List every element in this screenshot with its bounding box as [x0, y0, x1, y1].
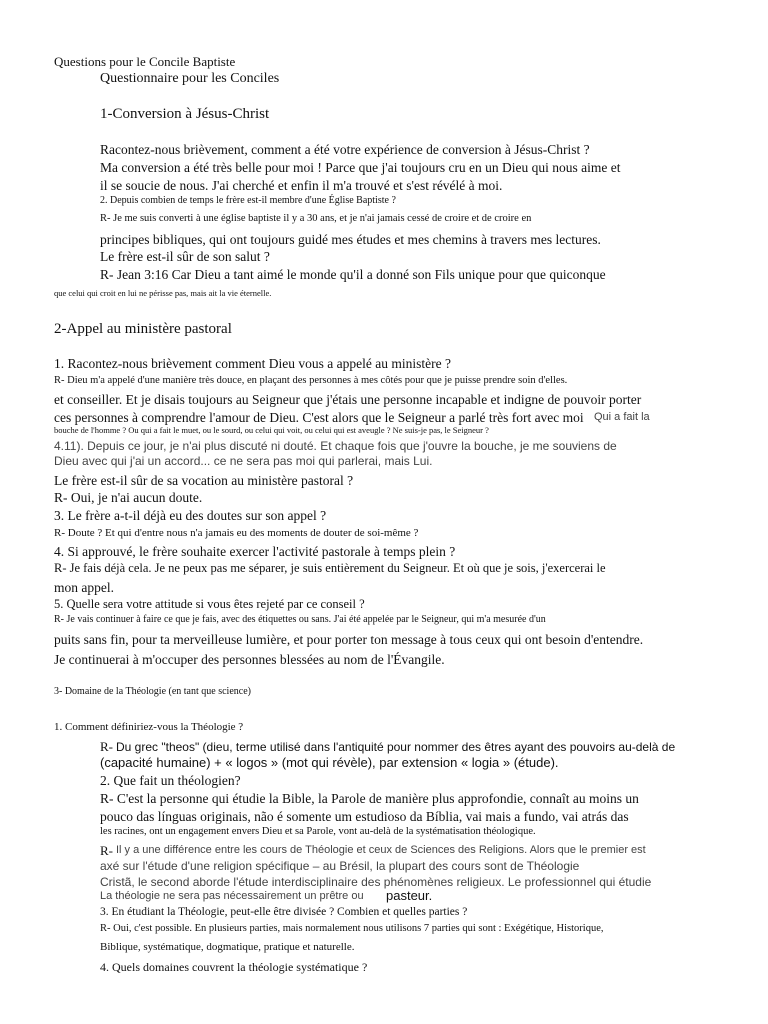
question-line: 1. Comment définiriez-vous la Théologie ? [54, 721, 244, 733]
answer-line: mon appel. [54, 580, 114, 595]
document-subtitle: Questionnaire pour les Conciles [100, 71, 280, 86]
answer-line: puits sans fin, pour ta merveilleuse lumière, et pour porter ton message à tous ceux qui ont besoin d'entendre. [54, 632, 644, 647]
document-title: Questions pour le Concile Baptiste [54, 54, 236, 69]
question-line: 5. Quelle sera votre attitude si vous êtes rejeté par ce conseil ? [54, 597, 365, 611]
answer-line: les racines, ont un engagement envers Dieu et sa Parole, vont au-delà de la systématisation théologique. [100, 826, 536, 837]
answer-line: R- Jean 3:16 Car Dieu a tant aimé le monde qu'il a donné son Fils unique pour que quiconque [100, 267, 606, 282]
question-line: 4. Quels domaines couvrent la théologie systématique ? [100, 960, 368, 974]
answer-line: R- Oui, c'est possible. En plusieurs parties, mais normalement nous utilisons 7 parties qui sont : Exégétique, Historique, [100, 923, 604, 934]
answer-line: R- Je fais déjà cela. Je ne peux pas me séparer, je suis entièrement du Seigneur. Et où que je sois, j'exercerai le [54, 561, 606, 575]
answer-line: Ma conversion a été très belle pour moi ! Parce que j'ai toujours cru en un Dieu qui nous aime et [100, 160, 621, 175]
answer-line: ces personnes à comprendre l'amour de Dieu. C'est alors que le Seigneur a parlé très fort avec moi [54, 410, 584, 425]
answer-line: pouco das línguas originais, não é somente um estudioso da Bíblia, vai mais a fundo, vai atrás das [100, 809, 629, 824]
answer-line: que celui qui croit en lui ne périsse pas, mais ait la vie éternelle. [54, 288, 272, 298]
answer-marker: R- [100, 843, 113, 858]
answer-line: R- Je me suis converti à une église baptiste il y a 30 ans, et je n'ai jamais cessé de croire et de croire en [100, 213, 532, 224]
section-heading-conversion: 1-Conversion à Jésus-Christ [100, 106, 270, 122]
answer-line: et conseiller. Et je disais toujours au Seigneur que j'étais une personne incapable et indigne de pouvoir porter [54, 392, 642, 407]
question-line: 2. Que fait un théologien? [100, 773, 241, 788]
answer-line: il se soucie de nous. J'ai cherché et enfin il m'a trouvé et s'est révélé à moi. [100, 178, 503, 193]
question-line: 2. Depuis combien de temps le frère est-il membre d'une Église Baptiste ? [100, 195, 396, 206]
answer-line: Du grec "theos" (dieu, terme utilisé dans l'antiquité pour nommer des êtres ayant des pouvoirs au-delà de [116, 740, 676, 754]
section-heading-pastoral-call: 2-Appel au ministère pastoral [54, 321, 232, 337]
question-line: Racontez-nous brièvement, comment a été votre expérience de conversion à Jésus-Christ ? [100, 142, 590, 157]
question-line: 4. Si approuvé, le frère souhaite exercer l'activité pastorale à temps plein ? [54, 544, 456, 559]
answer-line: Cristã, le second aborde l'étude interdisciplinaire des phénomènes religieux. Le professionnel qui étudie [100, 875, 652, 889]
question-line: Le frère est-il sûr de son salut ? [100, 249, 270, 264]
answer-line: Qui a fait la [594, 411, 650, 423]
answer-line: principes bibliques, qui ont toujours guidé mes études et mes chemins à travers mes lectures. [100, 232, 601, 247]
answer-line: La théologie ne sera pas nécessairement un prêtre ou [100, 890, 364, 902]
answer-line: R- Doute ? Et qui d'entre nous n'a jamais eu des moments de douter de soi-même ? [54, 527, 419, 539]
answer-line: Dieu avec qui j'ai un accord... ce ne sera pas moi qui parlerai, mais Lui. [54, 454, 433, 468]
question-line: 1. Racontez-nous brièvement comment Dieu vous a appelé au ministère ? [54, 356, 451, 371]
answer-line: pasteur. [386, 888, 433, 903]
question-line: 3. En étudiant la Théologie, peut-elle être divisée ? Combien et quelles parties ? [100, 906, 468, 918]
answer-line: 4.11). Depuis ce jour, je n'ai plus discuté ni douté. Et chaque fois que j'ouvre la bouche, je me souviens de [54, 439, 617, 453]
question-line: 3. Le frère a-t-il déjà eu des doutes sur son appel ? [54, 508, 327, 523]
answer-marker: R- [100, 739, 113, 754]
question-line: Le frère est-il sûr de sa vocation au ministère pastoral ? [54, 473, 354, 488]
answer-line: axé sur l'étude d'une religion spécifique – au Brésil, la plupart des cours sont de Théologie [100, 859, 580, 873]
answer-line: Il y a une différence entre les cours de Théologie et ceux de Sciences des Religions. Alors que le premier est [116, 844, 646, 856]
answer-line: bouche de l'homme ? Ou qui a fait le muet, ou le sourd, ou celui qui voit, ou celui qui est aveugle ? Ne suis-je pas, le Seigneur ? [54, 425, 489, 435]
answer-line: R- Dieu m'a appelé d'une manière très douce, en plaçant des personnes à mes côtés pour que je puisse prendre soin d'elles. [54, 375, 568, 386]
answer-line: (capacité humaine) + « logos » (mot qui révèle), par extension « logia » (étude). [100, 755, 559, 770]
answer-line: R- Je vais continuer à faire ce que je fais, avec des étiquettes ou sans. J'ai été appelée par le Seigneur, qui m'a mesurée d'un [54, 614, 546, 625]
answer-line: R- Oui, je n'ai aucun doute. [54, 490, 203, 505]
answer-line: Biblique, systématique, dogmatique, pratique et naturelle. [100, 941, 355, 953]
section-heading-theology: 3- Domaine de la Théologie (en tant que science) [54, 686, 251, 697]
answer-line: Je continuerai à m'occuper des personnes blessées au nom de l'Évangile. [54, 652, 445, 667]
answer-line: R- C'est la personne qui étudie la Bible, la Parole de manière plus approfondie, connaît au moins un [100, 791, 639, 806]
